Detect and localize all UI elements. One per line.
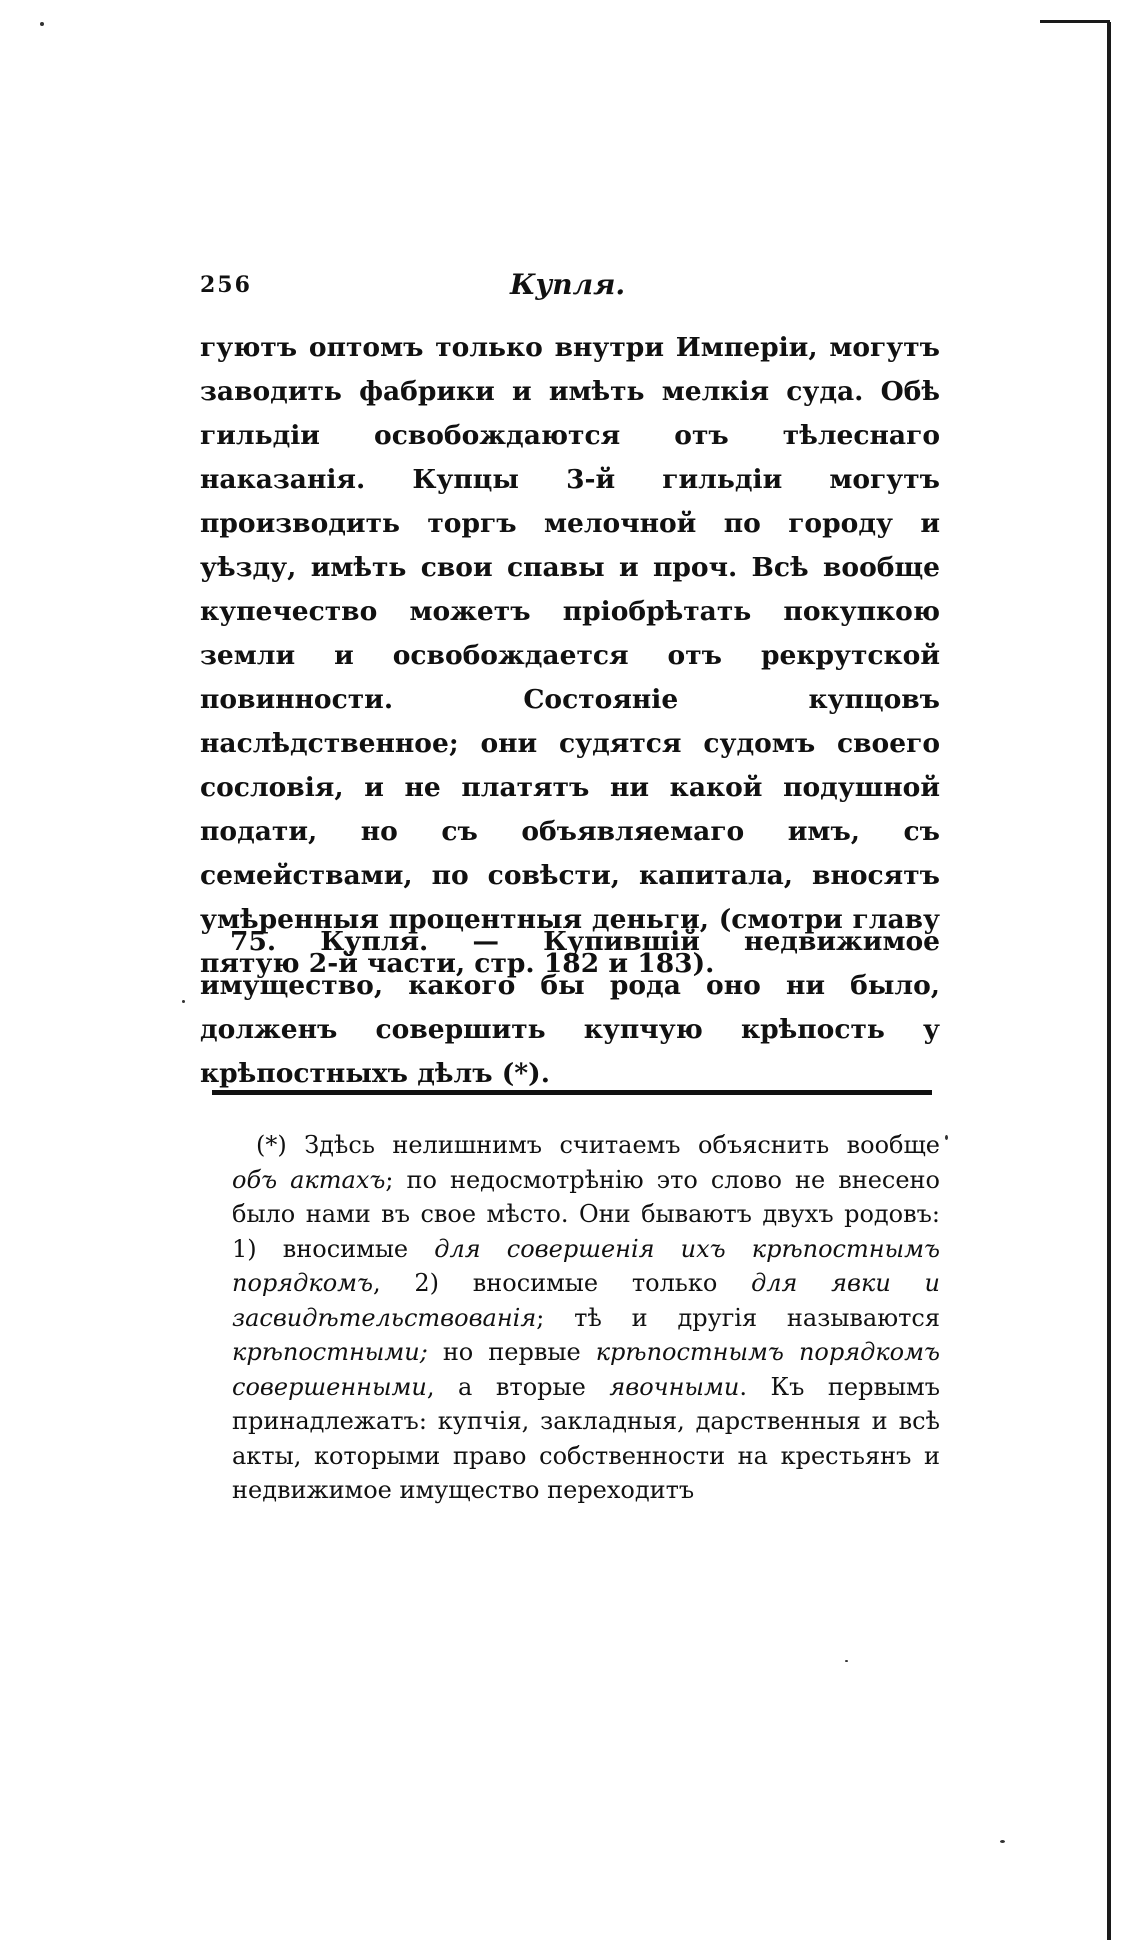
footnote-part-4: для совершенія ихъ крѣпостнымъ порядкомъ [232,1234,940,1297]
footnote-part-10: крѣпостнымъ порядкомъ совершенными [232,1338,940,1401]
page-number: 256 [200,272,252,298]
body-paragraph: гуютъ оптомъ только внутри Имперіи, могутъ заводить фабрики и имѣть мелкія суда. Обѣ гильдіи освобождаются отъ тѣлеснаго наказанія. Купцы 3-й гильдіи могутъ производить торгъ мелочной по городу и уѣзду, имѣть свои спавы и проч. Всѣ вообще купечество можетъ пріобрѣтать покупкою земли и освобождается отъ рекрутской повинности. Состояніе купцовъ наслѣдственное; они судятся судомъ своего сословія, и не платятъ ни какой подушной подати, но съ объявляемаго имъ, съ семействами, по совѣсти, капитала, вносятъ умѣренныя процентныя деньги, (смотри главу пятую 2-й части, стр. 182 и 183). [200,332,940,979]
footnote [232,1128,940,1508]
footnote-part-6: для явки и засвидѣтельствованія [232,1269,940,1332]
scan-speck [182,1000,185,1003]
page-edge-top [1040,20,1110,23]
footnote-part-3: ; по недосмотрѣнію это слово не внесено было нами въ свое мѣсто. Они бываютъ двухъ родовъ: 1) вносимые [232,1165,941,1263]
section-title: Купля. [320,926,429,957]
section-dash: — [472,926,499,957]
footnote-part-13: . Къ первымъ принадлежатъ: купчія, закладныя, дарственныя и всѣ акты, которыми право собственности на крестьянъ и недвижимое имущество переходитъ [232,1372,940,1504]
footnote-part-5: , 2) вносимые только [373,1269,718,1297]
footnote-part-1: (*) Здѣсь нелишнимъ считаемъ объяснить вообще [256,1131,940,1159]
scan-speck [945,1135,948,1140]
footnote-part-2: объ актахъ [232,1165,386,1194]
page-edge-right [1107,22,1111,1940]
running-head: Купля. [510,268,626,301]
footnote-part-8: крѣпостными; [232,1338,428,1366]
footnote-part-9: но первые [442,1338,581,1366]
footnote-part-7: ; тѣ и другія называются [536,1303,940,1332]
footnote-part-12: явочными [609,1372,740,1401]
section-number: 75. [230,926,277,957]
scan-speck [1000,1840,1005,1843]
scan-speck [40,22,44,26]
page-header [200,268,940,308]
footnote-rule [212,1090,932,1095]
section-text: Купившій недвижимое имущество, какого бы рода оно ни было, долженъ совершить купчую крѣпость у крѣпостныхъ дѣлъ (*). [200,926,941,1089]
scan-speck [845,1660,848,1662]
section-75 [200,920,940,1096]
footnote-part-11: , а вторые [426,1372,586,1401]
